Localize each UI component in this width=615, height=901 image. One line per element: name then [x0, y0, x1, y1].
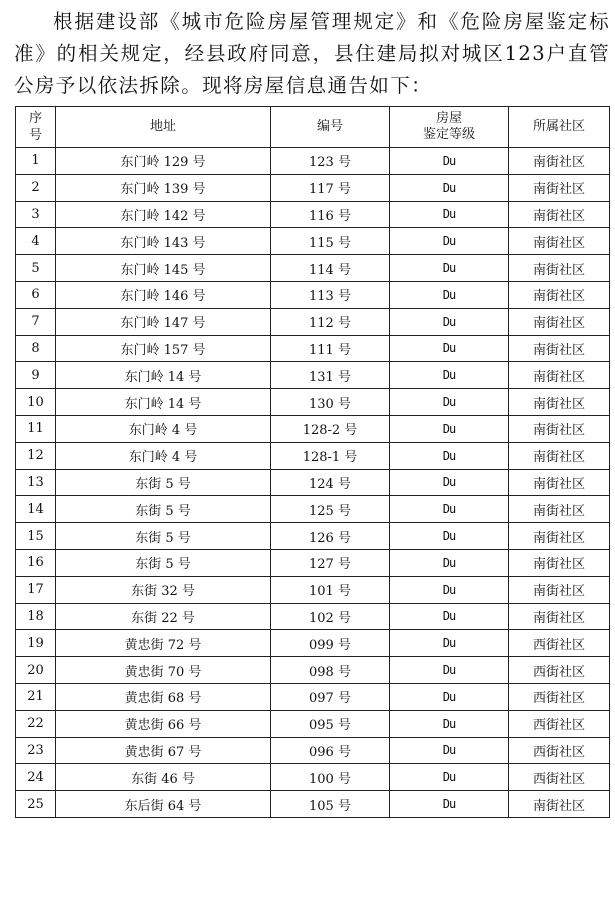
code-cell: 100 号: [271, 764, 390, 791]
code-cell: 126 号: [271, 523, 390, 550]
row-number: 16: [16, 549, 56, 576]
code-cell: 131 号: [271, 362, 390, 389]
code-cell: 097 号: [271, 683, 390, 710]
address-cell: 东街 5 号: [56, 523, 271, 550]
code-cell: 123 号: [271, 148, 390, 175]
grade-cell: Du: [390, 201, 509, 228]
grade-cell: Du: [390, 469, 509, 496]
row-number: 1: [16, 148, 56, 175]
address-cell: 东街 5 号: [56, 549, 271, 576]
address-cell: 东街 22 号: [56, 603, 271, 630]
header-code: 编号: [271, 107, 390, 148]
row-number: 3: [16, 201, 56, 228]
community-cell: 西街社区: [509, 737, 610, 764]
address-cell: 黄忠街 67 号: [56, 737, 271, 764]
address-cell: 东门岭 14 号: [56, 362, 271, 389]
code-cell: 102 号: [271, 603, 390, 630]
address-cell: 东门岭 145 号: [56, 255, 271, 282]
community-cell: 南街社区: [509, 415, 610, 442]
table-row: [16, 148, 610, 175]
row-number: 6: [16, 281, 56, 308]
table-row: [16, 174, 610, 201]
row-number: 22: [16, 710, 56, 737]
community-cell: 南街社区: [509, 362, 610, 389]
community-cell: 西街社区: [509, 657, 610, 684]
table-header-row: [16, 107, 610, 148]
code-cell: 101 号: [271, 576, 390, 603]
header-grade-line2: 鉴定等级: [422, 127, 475, 142]
code-cell: 098 号: [271, 657, 390, 684]
address-cell: 黄忠街 66 号: [56, 710, 271, 737]
table-row: [16, 657, 610, 684]
table-row: [16, 469, 610, 496]
address-cell: 东门岭 147 号: [56, 308, 271, 335]
header-grade-line1: 房屋: [435, 111, 462, 126]
address-cell: 东门岭 139 号: [56, 174, 271, 201]
row-number: 24: [16, 764, 56, 791]
address-cell: 东门岭 142 号: [56, 201, 271, 228]
row-number: 25: [16, 791, 56, 818]
row-number: 13: [16, 469, 56, 496]
table-row: [16, 710, 610, 737]
row-number: 21: [16, 683, 56, 710]
code-cell: 111 号: [271, 335, 390, 362]
code-cell: 124 号: [271, 469, 390, 496]
table-row: [16, 576, 610, 603]
row-number: 14: [16, 496, 56, 523]
table-row: [16, 603, 610, 630]
grade-cell: Du: [390, 764, 509, 791]
row-number: 2: [16, 174, 56, 201]
community-cell: 西街社区: [509, 683, 610, 710]
table-body: [16, 148, 610, 818]
community-cell: 南街社区: [509, 496, 610, 523]
row-number: 5: [16, 255, 56, 282]
community-cell: 南街社区: [509, 174, 610, 201]
address-cell: 东门岭 4 号: [56, 415, 271, 442]
community-cell: 南街社区: [509, 201, 610, 228]
table-row: [16, 255, 610, 282]
code-cell: 128-2 号: [271, 415, 390, 442]
row-number: 11: [16, 415, 56, 442]
table-row: [16, 496, 610, 523]
grade-cell: Du: [390, 228, 509, 255]
code-cell: 099 号: [271, 630, 390, 657]
row-number: 17: [16, 576, 56, 603]
address-cell: 东门岭 129 号: [56, 148, 271, 175]
table-row: [16, 737, 610, 764]
community-cell: 南街社区: [509, 576, 610, 603]
code-cell: 113 号: [271, 281, 390, 308]
code-cell: 117 号: [271, 174, 390, 201]
address-cell: 东门岭 14 号: [56, 389, 271, 416]
address-cell: 东街 5 号: [56, 469, 271, 496]
table-row: [16, 791, 610, 818]
table-row: [16, 549, 610, 576]
grade-cell: Du: [390, 523, 509, 550]
table-row: [16, 523, 610, 550]
community-cell: 南街社区: [509, 442, 610, 469]
row-number: 18: [16, 603, 56, 630]
table-row: [16, 442, 610, 469]
grade-cell: Du: [390, 737, 509, 764]
table-row: [16, 362, 610, 389]
community-cell: 南街社区: [509, 308, 610, 335]
table-row: [16, 630, 610, 657]
address-cell: 黄忠街 70 号: [56, 657, 271, 684]
code-cell: 115 号: [271, 228, 390, 255]
grade-cell: Du: [390, 335, 509, 362]
grade-cell: Du: [390, 442, 509, 469]
grade-cell: Du: [390, 496, 509, 523]
address-cell: 黄忠街 72 号: [56, 630, 271, 657]
row-number: 23: [16, 737, 56, 764]
grade-cell: Du: [390, 657, 509, 684]
grade-cell: Du: [390, 281, 509, 308]
community-cell: 南街社区: [509, 335, 610, 362]
address-cell: 东街 32 号: [56, 576, 271, 603]
table-row: [16, 389, 610, 416]
row-number: 12: [16, 442, 56, 469]
table-row: [16, 201, 610, 228]
code-cell: 096 号: [271, 737, 390, 764]
community-cell: 南街社区: [509, 791, 610, 818]
address-cell: 东门岭 4 号: [56, 442, 271, 469]
community-cell: 南街社区: [509, 523, 610, 550]
header-community: 所属社区: [509, 107, 610, 148]
grade-cell: Du: [390, 710, 509, 737]
community-cell: 西街社区: [509, 630, 610, 657]
row-number: 8: [16, 335, 56, 362]
address-cell: 东街 46 号: [56, 764, 271, 791]
community-cell: 西街社区: [509, 710, 610, 737]
community-cell: 南街社区: [509, 148, 610, 175]
table-row: [16, 764, 610, 791]
code-cell: 095 号: [271, 710, 390, 737]
community-cell: 南街社区: [509, 389, 610, 416]
grade-cell: Du: [390, 148, 509, 175]
code-cell: 125 号: [271, 496, 390, 523]
community-cell: 南街社区: [509, 549, 610, 576]
row-number: 4: [16, 228, 56, 255]
code-cell: 116 号: [271, 201, 390, 228]
grade-cell: Du: [390, 308, 509, 335]
community-cell: 南街社区: [509, 228, 610, 255]
table-row: [16, 683, 610, 710]
grade-cell: Du: [390, 255, 509, 282]
row-number: 20: [16, 657, 56, 684]
row-number: 19: [16, 630, 56, 657]
grade-cell: Du: [390, 362, 509, 389]
grade-cell: Du: [390, 389, 509, 416]
house-info-table: [15, 106, 610, 818]
code-cell: 114 号: [271, 255, 390, 282]
table-row: [16, 335, 610, 362]
table-row: [16, 228, 610, 255]
grade-cell: Du: [390, 791, 509, 818]
notice-text: [14, 6, 610, 102]
address-cell: 东街 5 号: [56, 496, 271, 523]
code-cell: 128-1 号: [271, 442, 390, 469]
table-row: [16, 281, 610, 308]
community-cell: 南街社区: [509, 281, 610, 308]
table-row: [16, 415, 610, 442]
row-number: 7: [16, 308, 56, 335]
grade-cell: Du: [390, 683, 509, 710]
header-no: [16, 107, 56, 148]
address-cell: 东门岭 146 号: [56, 281, 271, 308]
grade-cell: Du: [390, 630, 509, 657]
code-cell: 127 号: [271, 549, 390, 576]
community-cell: 南街社区: [509, 255, 610, 282]
grade-cell: Du: [390, 174, 509, 201]
header-no-label: 序号: [28, 111, 42, 143]
table-row: [16, 308, 610, 335]
header-address: 地址: [56, 107, 271, 148]
grade-cell: Du: [390, 576, 509, 603]
address-cell: 东门岭 143 号: [56, 228, 271, 255]
address-cell: 东后街 64 号: [56, 791, 271, 818]
address-cell: 东门岭 157 号: [56, 335, 271, 362]
row-number: 10: [16, 389, 56, 416]
community-cell: 南街社区: [509, 603, 610, 630]
address-cell: 黄忠街 68 号: [56, 683, 271, 710]
grade-cell: Du: [390, 603, 509, 630]
code-cell: 112 号: [271, 308, 390, 335]
community-cell: 南街社区: [509, 469, 610, 496]
row-number: 9: [16, 362, 56, 389]
code-cell: 105 号: [271, 791, 390, 818]
code-cell: 130 号: [271, 389, 390, 416]
community-cell: 西街社区: [509, 764, 610, 791]
grade-cell: Du: [390, 549, 509, 576]
row-number: 15: [16, 523, 56, 550]
header-grade: [390, 107, 509, 148]
notice-paragraph: 根据建设部《城市危险房屋管理规定》和《危险房屋鉴定标准》的相关规定，经县政府同意，县住建局拟对城区123户直管公房予以依法拆除。现将房屋信息通告如下：: [14, 10, 610, 97]
blank-margin: [0, 831, 615, 901]
grade-cell: Du: [390, 415, 509, 442]
